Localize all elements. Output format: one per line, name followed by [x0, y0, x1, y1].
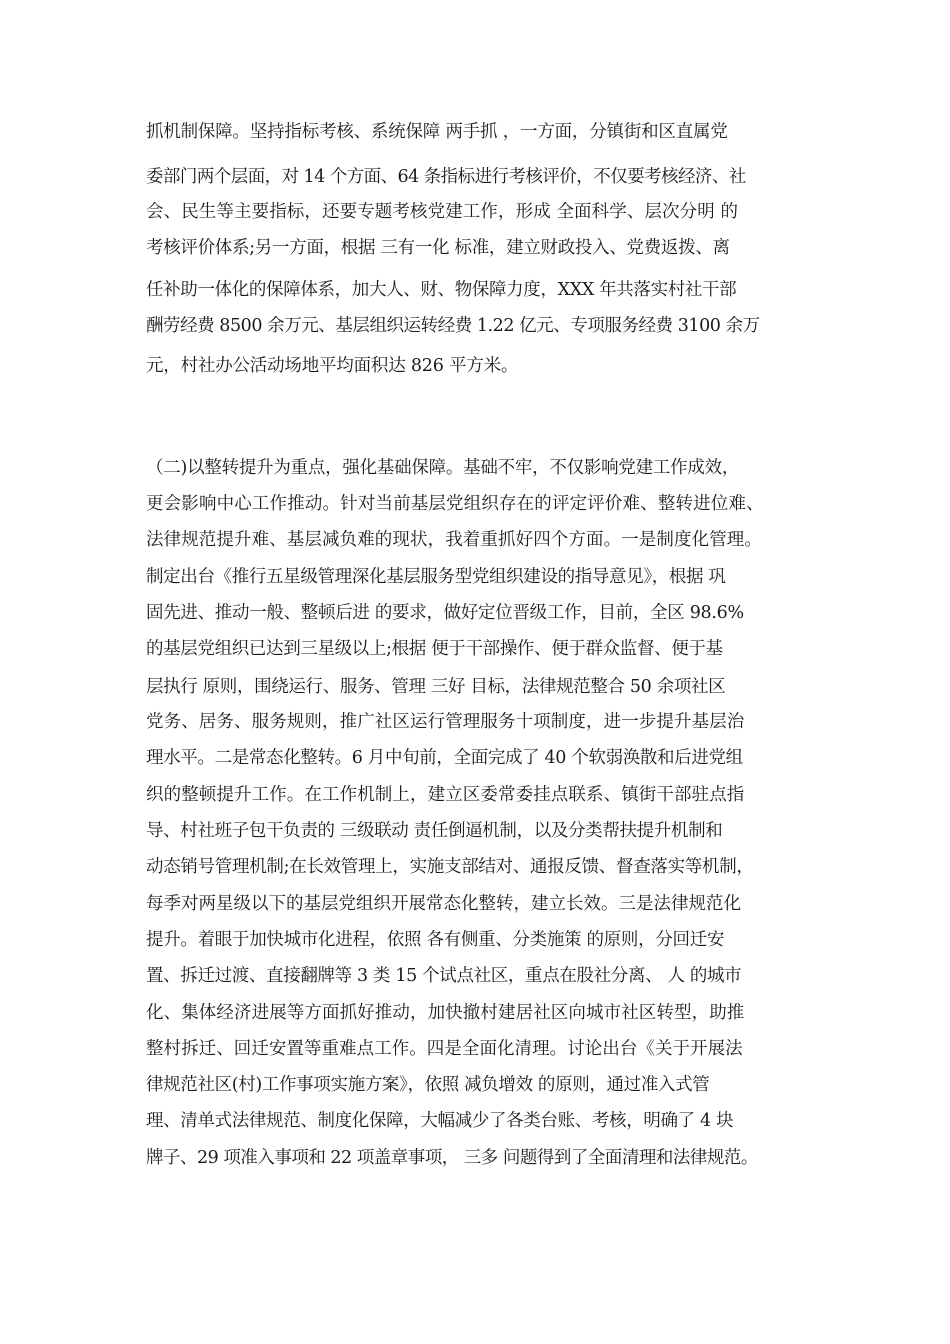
paragraph-2-line-4: 制定出台《推行五星级管理深化基层服务型党组织建设的指导意见》，根据 巩 [146, 567, 726, 587]
paragraph-2-line-16: 化、集体经济进展等方面抓好推动，加快撤村建居社区向城市社区转型，助推 [146, 1003, 745, 1023]
paragraph-1-line-2: 委部门两个层面，对 14 个方面、64 条指标进行考核评价，不仅要考核经济、社 [146, 167, 746, 187]
paragraph-1-line-6: 酬劳经费 8500 余万元、基层组织运转经费 1.22 亿元、专项服务经费 3100 余万 [146, 316, 760, 336]
paragraph-2-line-7: 层执行 原则，围绕运行、服务、管理 三好 目标，法律规范整合 50 余项社区 [146, 677, 726, 697]
paragraph-2-line-13: 每季对两星级以下的基层党组织开展常态化整转，建立长效。三是法律规范化 [146, 894, 741, 914]
paragraph-2-line-11: 导、村社班子包干负责的 三级联动 责任倒逼机制，以及分类帮扶提升机制和 [146, 821, 723, 841]
paragraph-2-line-19: 理、清单式法律规范、制度化保障，大幅减少了各类台账、考核，明确了 4 块 [146, 1111, 734, 1131]
paragraph-1-line-3: 会、民生等主要指标，还要专题考核党建工作，形成 全面科学、层次分明 的 [146, 202, 739, 222]
paragraph-2-line-8: 党务、居务、服务规则，推广社区运行管理服务十项制度，进一步提升基层治 [146, 712, 745, 732]
paragraph-2-line-20: 牌子、29 项准入事项和 22 项盖章事项， 三多 问题得到了全面清理和法律规范。 [146, 1148, 758, 1168]
paragraph-1-line-1: 抓机制保障。坚持指标考核、系统保障 两手抓 ，一方面，分镇街和区直属党 [146, 122, 728, 142]
paragraph-1-line-5: 任补助一体化的保障体系，加大人、财、物保障力度，XXX 年共落实村社干部 [146, 280, 737, 300]
paragraph-1-line-7: 元，村社办公活动场地平均面积达 826 平方米。 [146, 356, 519, 376]
paragraph-2-line-12: 动态销号管理机制;在长效管理上，实施支部结对、通报反馈、督查落实等机制， [146, 857, 754, 877]
paragraph-2-line-5: 固先进、推动一般、整顿后进 的要求，做好定位晋级工作，目前，全区 98.6% [146, 603, 744, 623]
paragraph-2-line-1: （二)以整转提升为重点，强化基础保障。基础不牢，不仅影响党建工作成效， [146, 458, 740, 478]
paragraph-2-line-18: 律规范社区(村)工作事项实施方案》，依照 减负增效 的原则，通过准入式管 [146, 1075, 710, 1095]
paragraph-1-line-4: 考核评价体系;另一方面，根据 三有一化 标准，建立财政投入、党费返拨、离 [146, 238, 730, 258]
paragraph-2-line-10: 织的整顿提升工作。在工作机制上，建立区委常委挂点联系、镇街干部驻点指 [146, 785, 745, 805]
paragraph-2-line-17: 整村拆迁、回迁安置等重难点工作。四是全面化清理。讨论出台《关于开展法 [146, 1039, 743, 1059]
paragraph-2-line-14: 提升。着眼于加快城市化进程，依照 各有侧重、分类施策 的原则，分回迁安 [146, 930, 725, 950]
paragraph-2-line-9: 理水平。二是常态化整转。6 月中旬前，全面完成了 40 个软弱涣散和后进党组 [146, 748, 743, 768]
paragraph-2-line-15: 置、拆迁过渡、直接翻牌等 3 类 15 个试点社区，重点在股社分离、 人 的城市 [146, 966, 742, 986]
paragraph-2-line-6: 的基层党组织已达到三星级以上;根据 便于干部操作、便于群众监督、便于基 [146, 639, 723, 659]
paragraph-2-line-3: 法律规范提升难、基层减负难的现状，我着重抓好四个方面。一是制度化管理。 [146, 530, 762, 550]
paragraph-2-line-2: 更会影响中心工作推动。针对当前基层党组织存在的评定评价难、整转进位难、 [146, 494, 764, 514]
